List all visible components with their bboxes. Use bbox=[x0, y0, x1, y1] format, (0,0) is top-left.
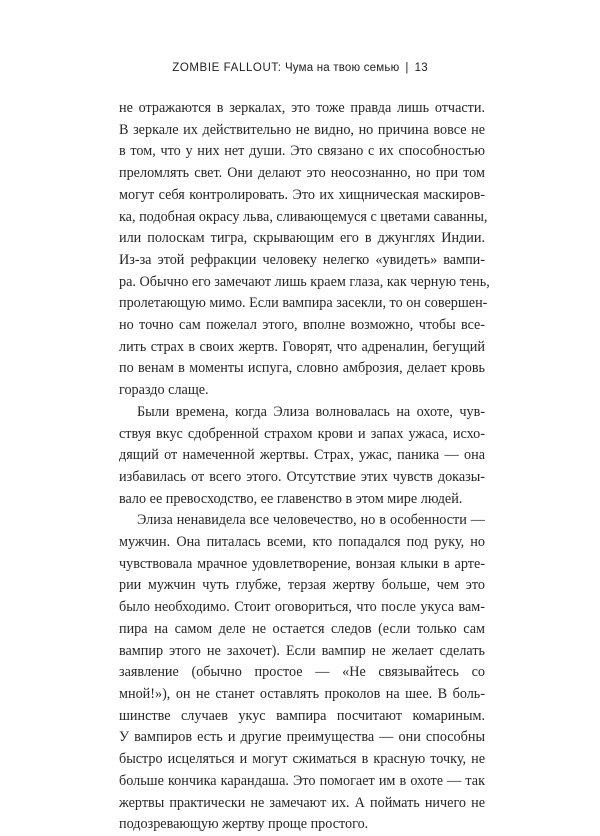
text-line: но точно сам пожелал этого, вполне возможно, чтобы всe- bbox=[119, 317, 485, 334]
paragraph bbox=[119, 98, 490, 402]
text-line: было необходимо. Стоит оговориться, что после укуса вам- bbox=[119, 599, 485, 616]
header-separator: | bbox=[405, 62, 409, 74]
text-line: преломлять свет. Они делают это неосознанно, но при том bbox=[119, 165, 485, 182]
text-line: по венам в моменты испуга, словно амброзия, делает кровь bbox=[119, 360, 485, 377]
text-line: вало ее превосходство, ее главенство в этом мире людей. bbox=[119, 490, 463, 507]
text-line: шинстве случаев укус вампира посчитают комариным. bbox=[119, 707, 485, 724]
text-line: ка, подобная окрасу льва, сливающемуся с цветами саванны, bbox=[119, 208, 488, 225]
text-line: или полоскам тигра, скрывающим его в джунглях Индии. bbox=[119, 230, 485, 247]
text-line: Были времена, когда Элиза волновалась на охоте, чув- bbox=[137, 403, 485, 420]
text-line: В зеркале их действительно не видно, но причина вовсе не bbox=[119, 121, 485, 138]
page-number: 13 bbox=[414, 62, 428, 74]
series-title: ZOMBIE FALLOUT: bbox=[172, 62, 282, 74]
text-line: заявление (обычно простое — «Не связывайтесь со bbox=[119, 664, 485, 681]
text-line: не отражаются в зеркалах, это тоже правда лишь отчасти. bbox=[119, 100, 485, 116]
text-line: мужчин. Она питалась всеми, кто попадался под руку, но bbox=[119, 534, 485, 551]
text-line: мной!»), он не станет оставлять проколов на шее. В боль- bbox=[119, 685, 485, 702]
paragraph bbox=[119, 510, 485, 836]
text-line: жертвы практически не замечают их. А поймать ничего не bbox=[119, 794, 485, 811]
text-line: дящий от намеченной жертвы. Страх, ужас, паника — она bbox=[119, 447, 485, 464]
text-line: чувствовала мрачное удовлетворение, вонзая клыки в арте- bbox=[119, 555, 485, 572]
text-line: У вампиров есть и другие преимущества — они способны bbox=[119, 729, 485, 746]
text-line: лить страх в своих жертв. Говорят, что адреналин, бегущий bbox=[119, 338, 485, 355]
text-line: быстро исцеляться и могут сжиматься в красную точку, не bbox=[119, 751, 485, 768]
text-line: Из-за этой рефракции человеку нелегко «увидеть» вампи- bbox=[119, 251, 485, 268]
text-line: ствуя вкус сдобренной страхом крови и запах ужаса, исхо- bbox=[119, 425, 485, 442]
text-line: гораздо слаще. bbox=[119, 382, 209, 399]
text-line: вампир этого не захочет). Если вампир не желает сделать bbox=[119, 642, 485, 659]
text-line: ра. Обычно его замечают лишь краем глаза, как черную тень, bbox=[119, 273, 490, 290]
text-line: Элиза ненавидела все человечество, но в особенности — bbox=[137, 512, 485, 529]
text-line: избавилась от всего этого. Отсутствие этих чувств доказы- bbox=[119, 468, 485, 485]
running-head bbox=[0, 62, 600, 74]
text-line: могут себя контролировать. Это их хищническая маскиров- bbox=[119, 186, 485, 203]
text-line: подозревающую жертву проще простого. bbox=[119, 816, 369, 833]
text-line: больше кончика карандаша. Это помогает им в охоте — так bbox=[119, 772, 485, 789]
text-line: рии мужчин чуть глубже, терзая жертву больше, чем это bbox=[119, 577, 485, 594]
text-line: пира на самом деле не остается следов (если только сам bbox=[119, 620, 485, 637]
text-line: пролетающую мимо. Если вампира засекли, то он совершен- bbox=[119, 295, 488, 312]
text-line: в том, что у них нет души. Это связано с их способностью bbox=[119, 143, 485, 160]
book-title: Чума на твою семью bbox=[284, 62, 400, 74]
paragraph bbox=[119, 402, 485, 511]
body-text bbox=[119, 98, 490, 836]
